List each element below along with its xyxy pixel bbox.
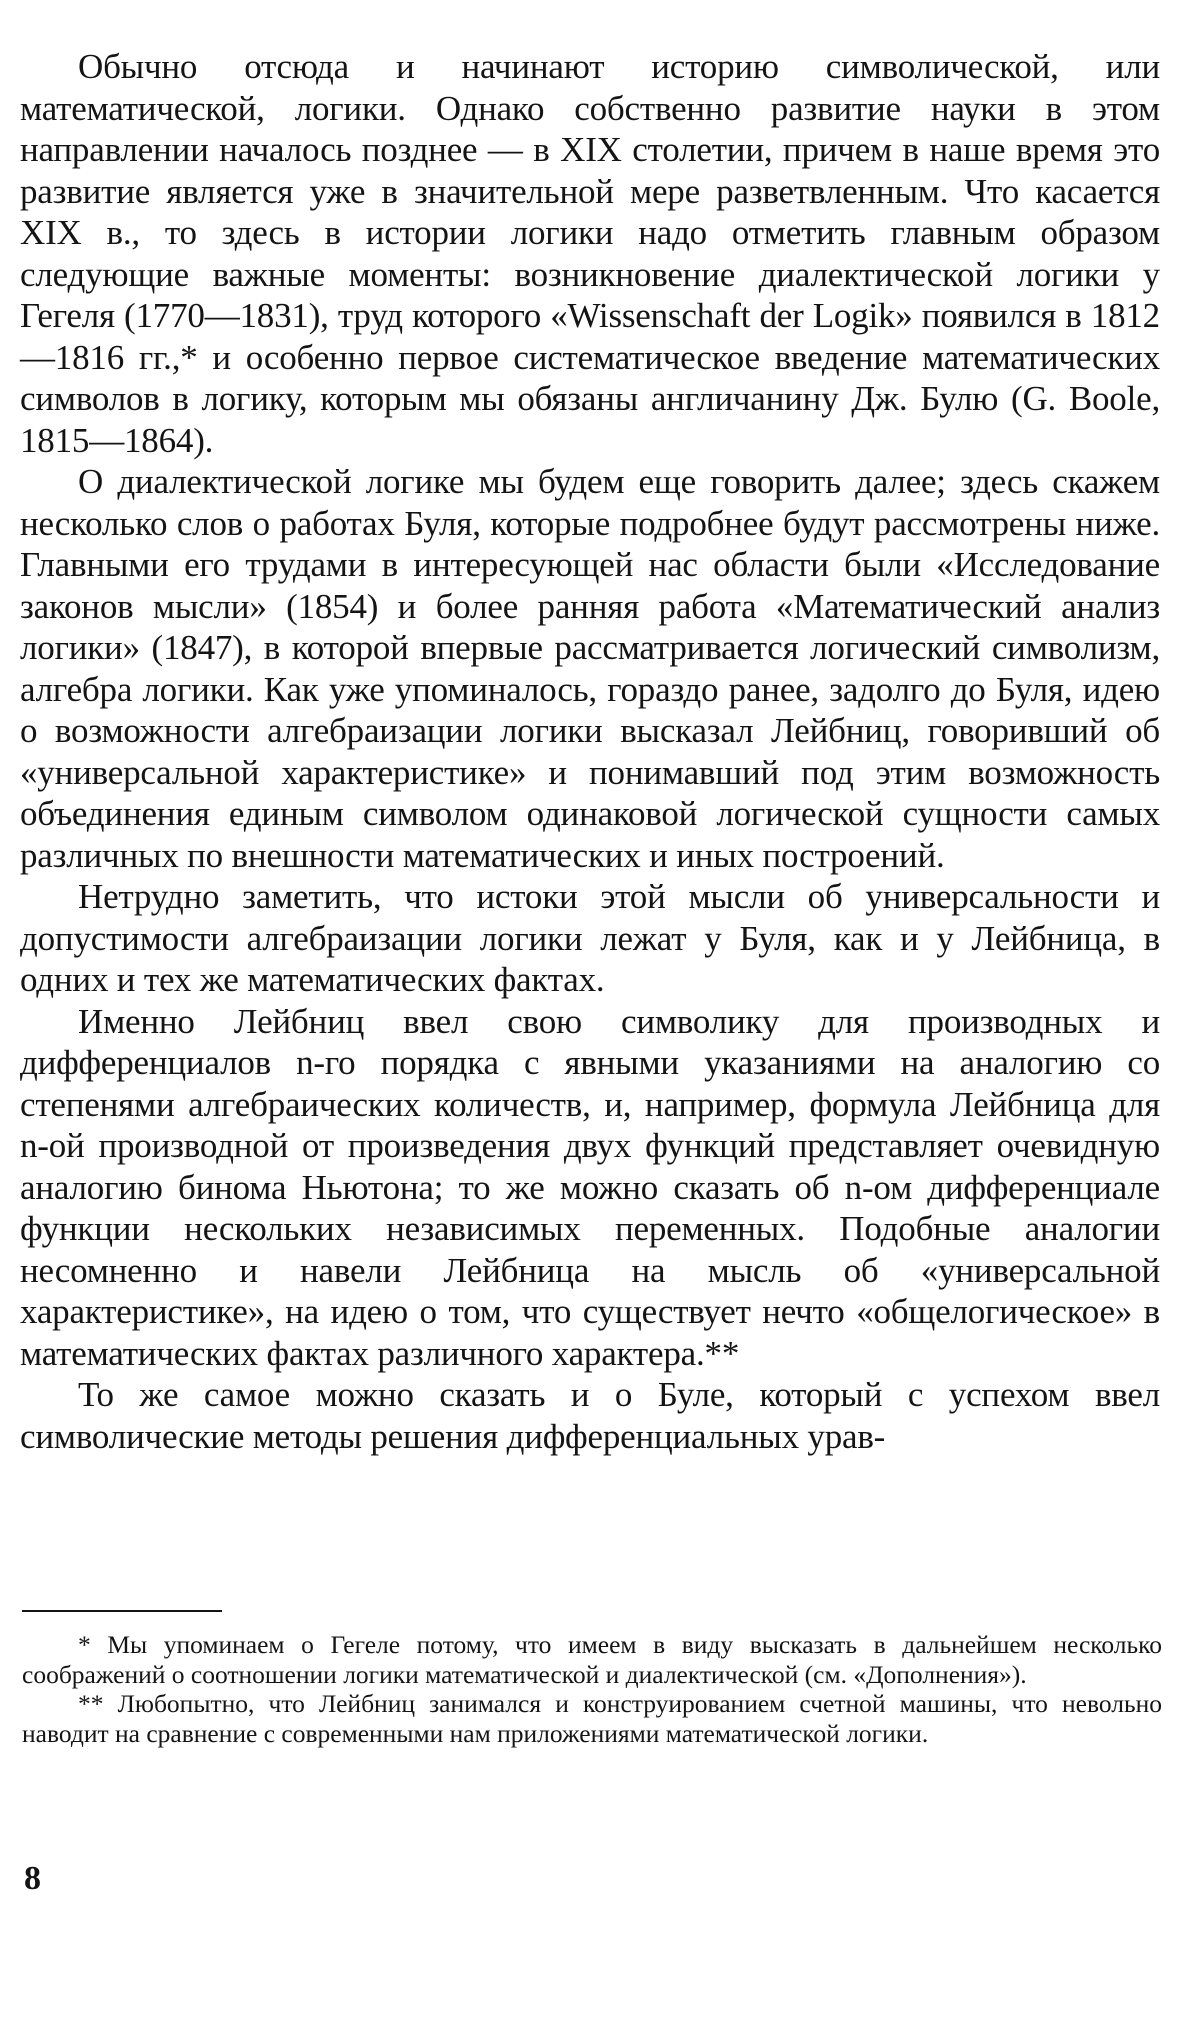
- footnote-2: ** Любопытно, что Лейбниц занимался и конструированием счетной машины, что невольно наводит на сравнение с современными нам приложениями математической логики.: [22, 1689, 1162, 1748]
- paragraph-4: Именно Лейбниц ввел свою символику для производных и дифференциалов n-го порядка с явными указаниями на аналогию со степенями алгебраических количеств, и, например, формула Лейбница для n-ой производной от произведения двух функций представляет очевидную аналогию бинома Ньютона; то же можно сказать об n-ом дифференциале функции нескольких независимых переменных. Подобные аналогии несомненно и навели Лейбница на мысль об «универсальной характеристике», на идею о том, что существует нечто «общелогическое» в математических фактах различного характера.**: [20, 1001, 1160, 1373]
- footnotes: [22, 1630, 1162, 1748]
- main-text: [20, 46, 1160, 1457]
- paragraph-3: Нетрудно заметить, что истоки этой мысли об универсальности и допустимости алгебраизации логики лежат у Буля, как и у Лейбница, в одних и тех же математических фактах.: [20, 877, 1160, 999]
- footnote-divider: [22, 1610, 222, 1612]
- page-number: 8: [24, 1860, 41, 1897]
- paragraph-5: То же самое можно сказать и о Буле, который с успехом ввел символические методы решения дифференциальных урав-: [20, 1375, 1160, 1456]
- paragraph-1: Обычно отсюда и начинают историю символической, или математической, логики. Однако собственно развитие науки в этом направлении началось позднее — в XIX столетии, причем в наше время это развитие является уже в значительной мере разветвленным. Что касается XIX в., то здесь в истории логики надо отметить главным образом следующие важные моменты: возникновение диалектической логики у Гегеля (1770—1831), труд которого «Wissenschaft der Logik» появился в 1812—1816 гг.,* и особенно первое систематическое введение математических символов в логику, которым мы обязаны англичанину Дж. Булю (G. Boole, 1815—1864).: [20, 47, 1160, 460]
- paragraph-2: О диалектической логике мы будем еще говорить далее; здесь скажем несколько слов о работах Буля, которые подробнее будут рассмотрены ниже. Главными его трудами в интересующей нас области были «Исследование законов мысли» (1854) и более ранняя работа «Математический анализ логики» (1847), в которой впервые рассматривается логический символизм, алгебра логики. Как уже упоминалось, гораздо ранее, задолго до Буля, идею о возможности алгебраизации логики высказал Лейбниц, говоривший об «универсальной характеристике» и понимавший под этим возможность объединения единым символом одинаковой логической сущности самых различных по внешности математических и иных построений.: [20, 462, 1160, 875]
- footnote-1: * Мы упоминаем о Гегеле потому, что имеем в виду высказать в дальнейшем несколько соображений о соотношении логики математической и диалектической (см. «Дополнения»).: [22, 1630, 1162, 1689]
